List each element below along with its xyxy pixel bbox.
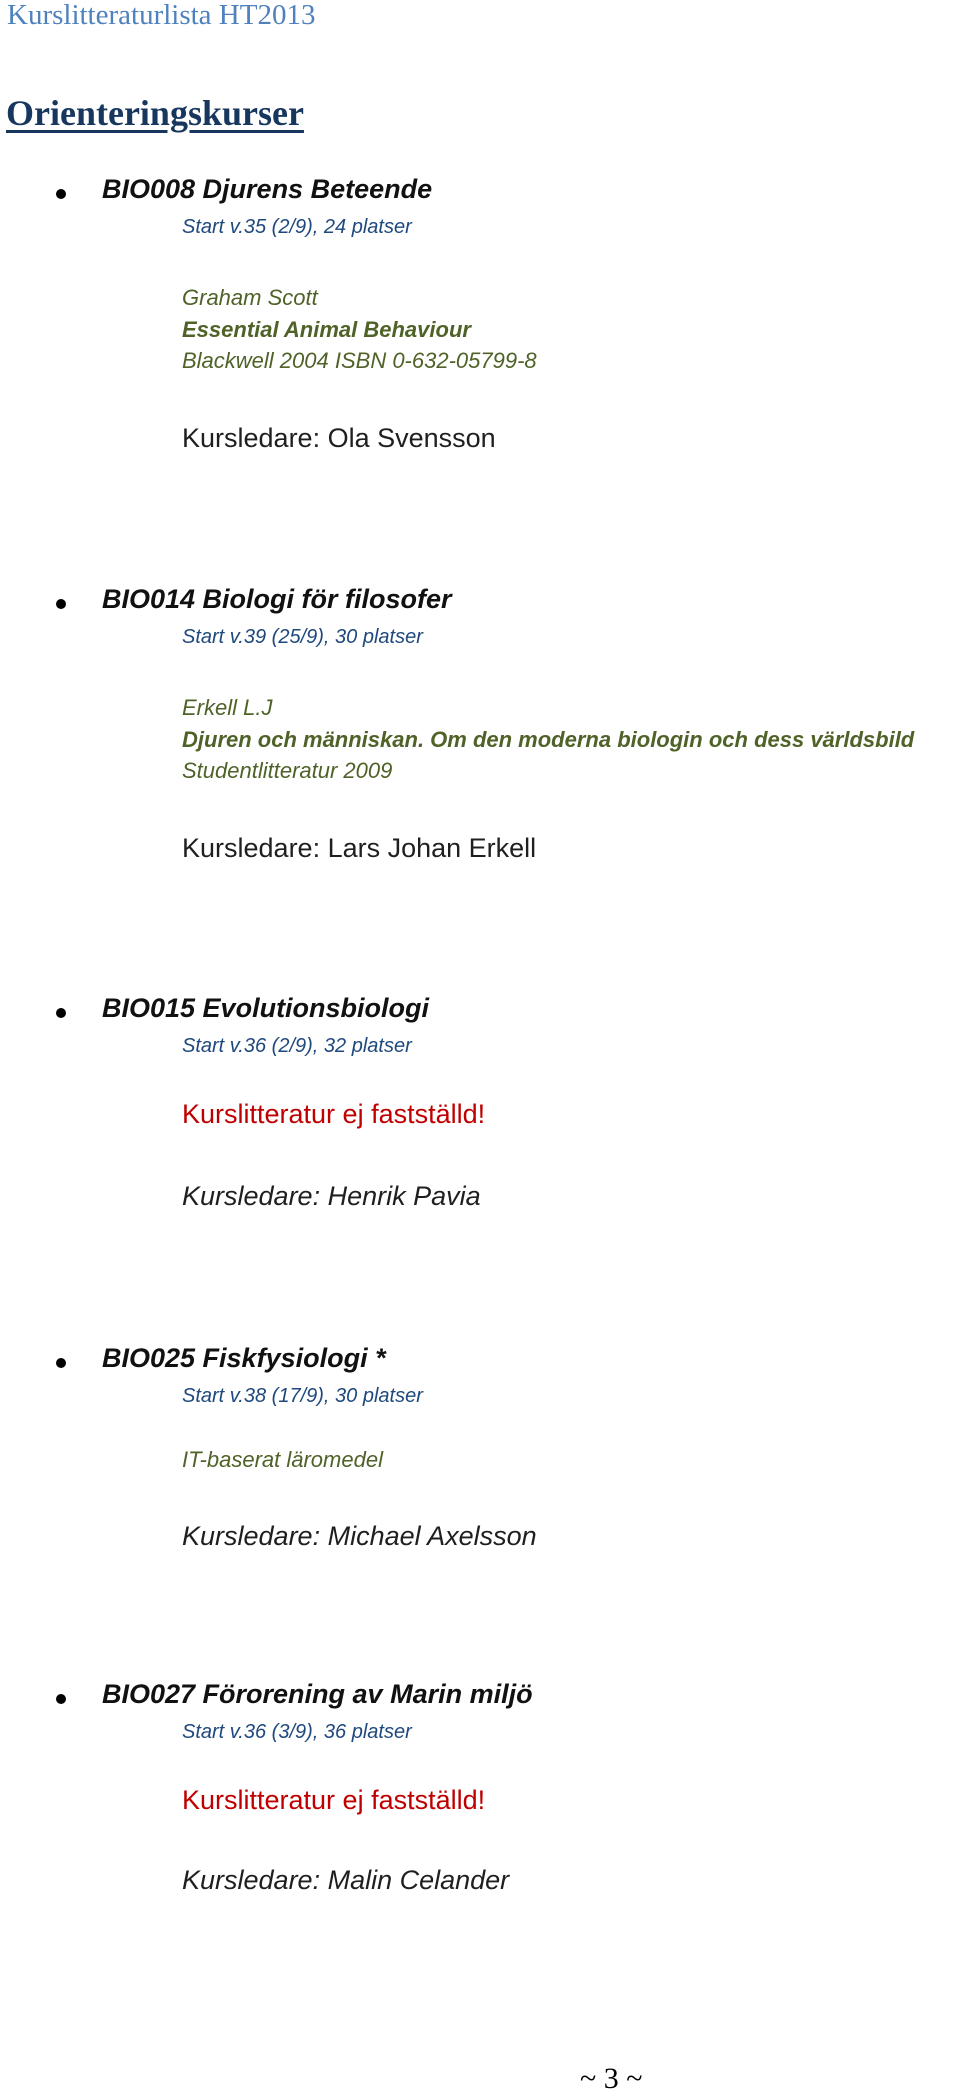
course-start: Start v.39 (25/9), 30 platser	[182, 626, 423, 648]
course-leader: Kursledare: Michael Axelsson	[182, 1521, 537, 1551]
book-author: Erkell L.J	[182, 695, 273, 720]
literature-note: Kurslitteratur ej fastställd!	[182, 1785, 486, 1815]
course-leader: Kursledare: Henrik Pavia	[182, 1181, 481, 1211]
course-title: BIO008 Djurens Beteende	[102, 174, 433, 204]
book-title: Essential Animal Behaviour	[182, 317, 471, 342]
course-start: Start v.38 (17/9), 30 platser	[182, 1385, 423, 1407]
book-publisher: Studentlitteratur 2009	[182, 758, 393, 783]
course-title: BIO015 Evolutionsbiologi	[102, 993, 430, 1023]
course-start: Start v.35 (2/9), 24 platser	[182, 216, 412, 238]
bullet-icon	[56, 1358, 66, 1368]
book-title: Djuren och människan. Om den moderna biologin och dess världsbild	[182, 727, 915, 752]
page-number: ~ 3 ~	[580, 2062, 643, 2095]
course-leader: Kursledare: Malin Celander	[182, 1865, 510, 1895]
bullet-icon	[56, 1008, 66, 1018]
course-start: Start v.36 (2/9), 32 platser	[182, 1035, 412, 1057]
section-title: Orienteringskurser	[6, 93, 304, 133]
bullet-icon	[56, 189, 66, 199]
literature-note: IT-baserat läromedel	[182, 1447, 383, 1472]
course-title: BIO025 Fiskfysiologi *	[102, 1343, 386, 1373]
document-header: Kurslitteraturlista HT2013	[7, 0, 316, 31]
course-start: Start v.36 (3/9), 36 platser	[182, 1721, 412, 1743]
book-author: Graham Scott	[182, 285, 318, 310]
literature-note: Kurslitteratur ej fastställd!	[182, 1099, 486, 1129]
course-leader: Kursledare: Ola Svensson	[182, 423, 496, 453]
course-leader: Kursledare: Lars Johan Erkell	[182, 833, 537, 863]
bullet-icon	[56, 1694, 66, 1704]
course-title: BIO014 Biologi för filosofer	[102, 584, 452, 614]
bullet-icon	[56, 599, 66, 609]
book-publisher: Blackwell 2004 ISBN 0-632-05799-8	[182, 348, 537, 373]
course-title: BIO027 Förorening av Marin miljö	[102, 1679, 533, 1709]
